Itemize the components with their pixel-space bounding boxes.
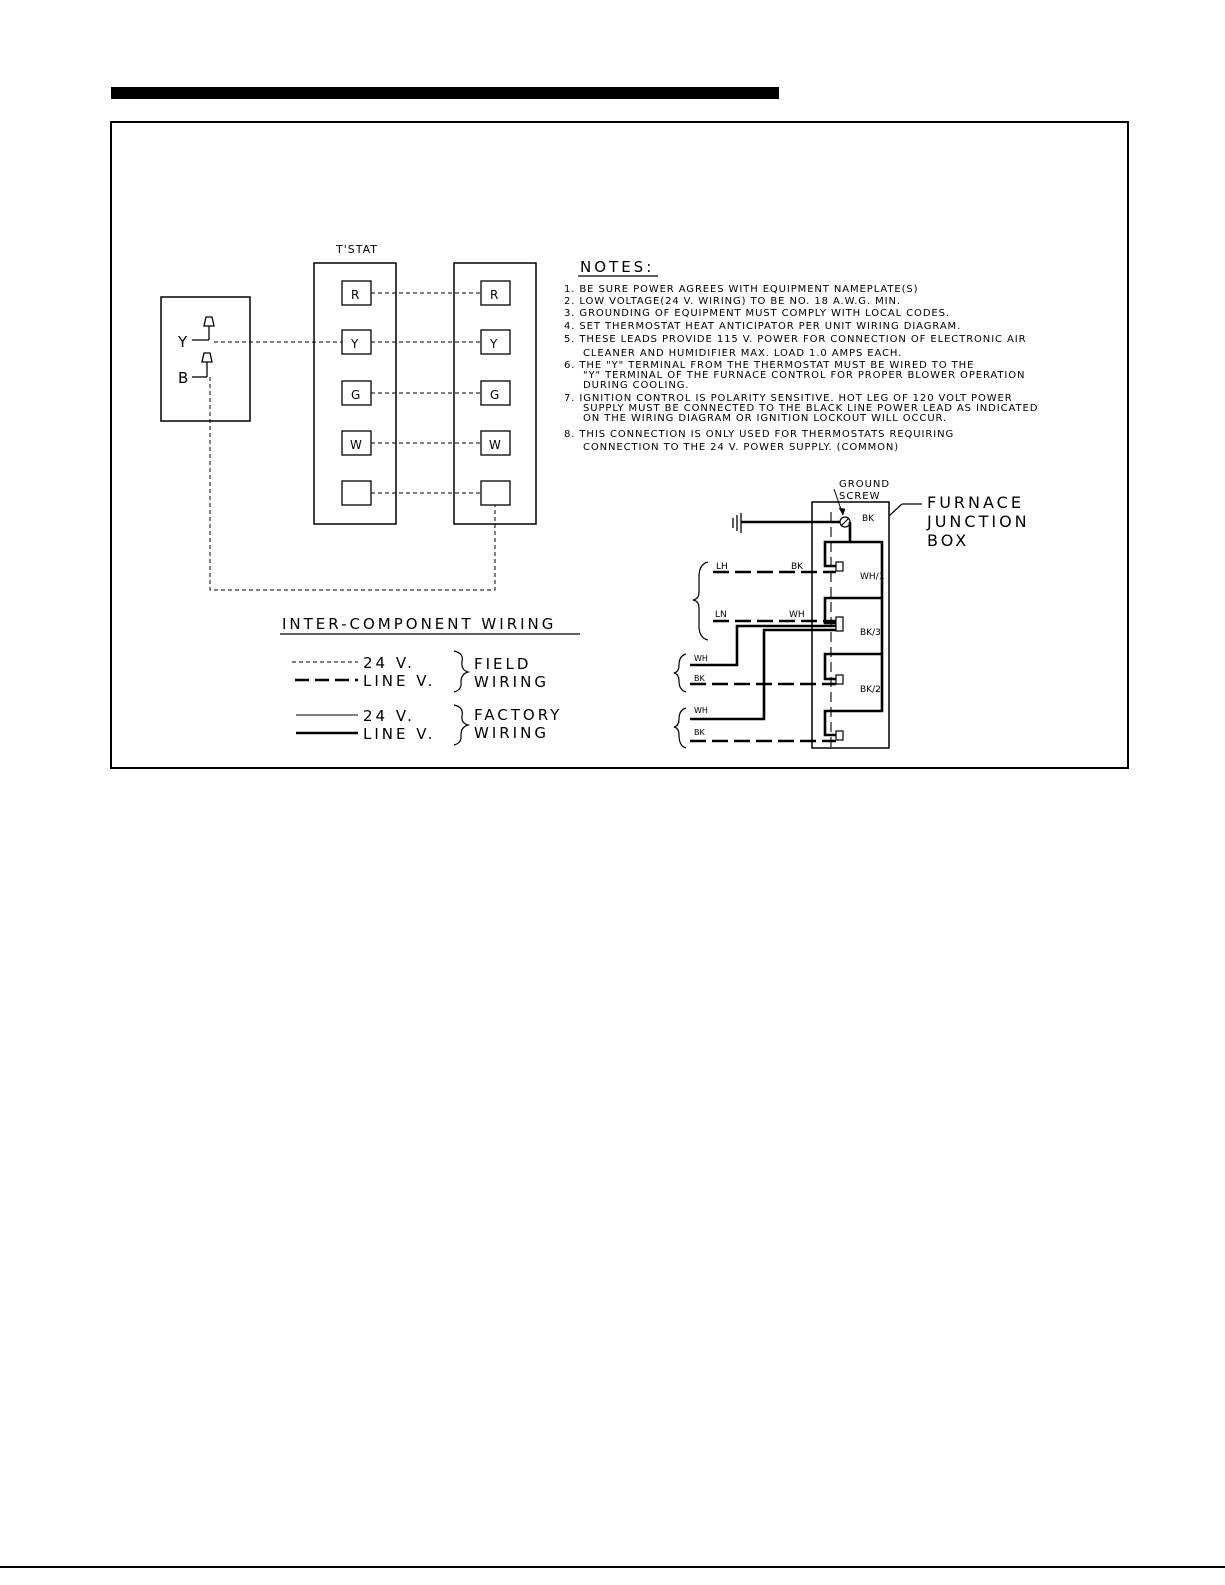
wire-label-wh-ln: WH (789, 610, 805, 620)
condenser-box (161, 297, 250, 421)
furnace-terminal-c (481, 481, 510, 505)
note-line: 1. BE SURE POWER AGREES WITH EQUIPMENT NAMEPLATE(S) (564, 284, 919, 295)
condenser-terminal-b-icon (192, 353, 212, 377)
legend-field-label-1: FIELD (474, 655, 532, 673)
junction-box-title-1: FURNACE (927, 493, 1024, 512)
legend-field-24v-label: 24 V. (363, 654, 415, 672)
thermostat-title: T'STAT (336, 243, 378, 256)
wire-label-bk-top: BK (862, 514, 875, 524)
legend-factory-line-label: LINE V. (363, 725, 436, 743)
condenser-terminal-y-icon (192, 317, 214, 340)
note-line: CONNECTION TO THE 24 V. POWER SUPPLY. (COMMON) (583, 442, 900, 453)
wire-label-bk3: BK/3 (860, 628, 881, 638)
furnace-terminal-g-label: G (490, 388, 500, 402)
note-line: 5. THESE LEADS PROVIDE 115 V. POWER FOR CONNECTION OF ELECTRONIC AIR (564, 334, 1027, 345)
furnace-terminal-r-label: R (490, 288, 499, 302)
legend-field-brace-icon (454, 651, 468, 692)
lead-b-wh-label: WH (694, 706, 708, 715)
junction-terminals (836, 562, 843, 740)
wire-label-bk2: BK/2 (860, 685, 881, 695)
condenser-terminal-y-label: Y (178, 333, 188, 351)
diagram-frame (110, 121, 1129, 769)
furnace-terminal-w-label: W (489, 438, 501, 452)
note-line: 3. GROUNDING OF EQUIPMENT MUST COMPLY WITH LOCAL CODES. (564, 308, 950, 319)
note-line: 2. LOW VOLTAGE(24 V. WIRING) TO BE NO. 18 A.W.G. MIN. (564, 296, 901, 307)
ground-symbol-icon (733, 513, 741, 533)
page-header-bar (111, 87, 779, 99)
notes-heading: NOTES: (580, 258, 655, 276)
junction-box-pointer (889, 504, 902, 516)
thermostat-terminal-g-label: G (351, 388, 361, 402)
field-line-wiring-wh (690, 626, 836, 719)
lead-a-wh-label: WH (694, 654, 708, 663)
legend-factory-24v-label: 24 V. (363, 707, 415, 725)
note-line: DURING COOLING. (583, 380, 690, 391)
legend-factory-brace-icon (454, 705, 468, 745)
wire-label-ln: LN (715, 610, 727, 620)
note-line: SUPPLY MUST BE CONNECTED TO THE BLACK LINE POWER LEAD AS INDICATED (583, 403, 1039, 414)
note-line: 8. THIS CONNECTION IS ONLY USED FOR THERMOSTATS REQUIRING (564, 429, 955, 440)
lead-b-brace-icon (674, 708, 686, 748)
ground-screw-label-2: SCREW (839, 491, 881, 502)
junction-box-title-2: JUNCTION (927, 512, 1030, 531)
legend-title: INTER-COMPONENT WIRING (282, 615, 557, 633)
ground-screw-icon (840, 517, 850, 527)
legend-factory-label-1: FACTORY (474, 706, 563, 724)
wire-label-bk-lh: BK (791, 562, 804, 572)
lead-b-bk-label: BK (694, 728, 705, 737)
thermostat-terminal-w-label: W (350, 438, 362, 452)
notes-list (564, 284, 1038, 453)
condenser-terminal-b-label: B (178, 369, 189, 387)
thermostat-terminal-c (342, 481, 371, 505)
legend-field-line-label: LINE V. (363, 672, 436, 690)
note-line: "Y" TERMINAL OF THE FURNACE CONTROL FOR PROPER BLOWER OPERATION (583, 370, 1026, 381)
legend-field-label-2: WIRING (474, 673, 549, 691)
thermostat-terminal-y-label: Y (351, 337, 359, 351)
wire-label-wh1: WH/1 (860, 572, 885, 582)
page-bottom-rule (0, 1566, 1225, 1568)
ground-screw-label-1: GROUND (839, 479, 891, 490)
furnace-terminal-y-label: Y (490, 337, 498, 351)
note-line: 4. SET THERMOSTAT HEAT ANTICIPATOR PER UNIT WIRING DIAGRAM. (564, 321, 962, 332)
note-line: 6. THE "Y" TERMINAL FROM THE THERMOSTAT MUST BE WIRED TO THE (564, 360, 975, 371)
lead-a-bk-label: BK (694, 674, 705, 683)
note-line: 7. IGNITION CONTROL IS POLARITY SENSITIVE. HOT LEG OF 120 VOLT POWER (564, 393, 1013, 404)
wiring-diagram (112, 123, 1131, 771)
power-supply-brace-icon (693, 562, 708, 640)
note-line: CLEANER AND HUMIDIFIER MAX. LOAD 1.0 AMPS EACH. (583, 348, 903, 359)
junction-box-title-3: BOX (927, 531, 970, 550)
wire-label-lh: LH (716, 562, 728, 572)
thermostat-terminal-r-label: R (351, 288, 360, 302)
lead-a-brace-icon (674, 654, 686, 692)
legend-factory-label-2: WIRING (474, 724, 549, 742)
note-line: ON THE WIRING DIAGRAM OR IGNITION LOCKOUT WILL OCCUR. (583, 413, 948, 424)
ground-screw-arrowhead-icon (839, 508, 845, 515)
